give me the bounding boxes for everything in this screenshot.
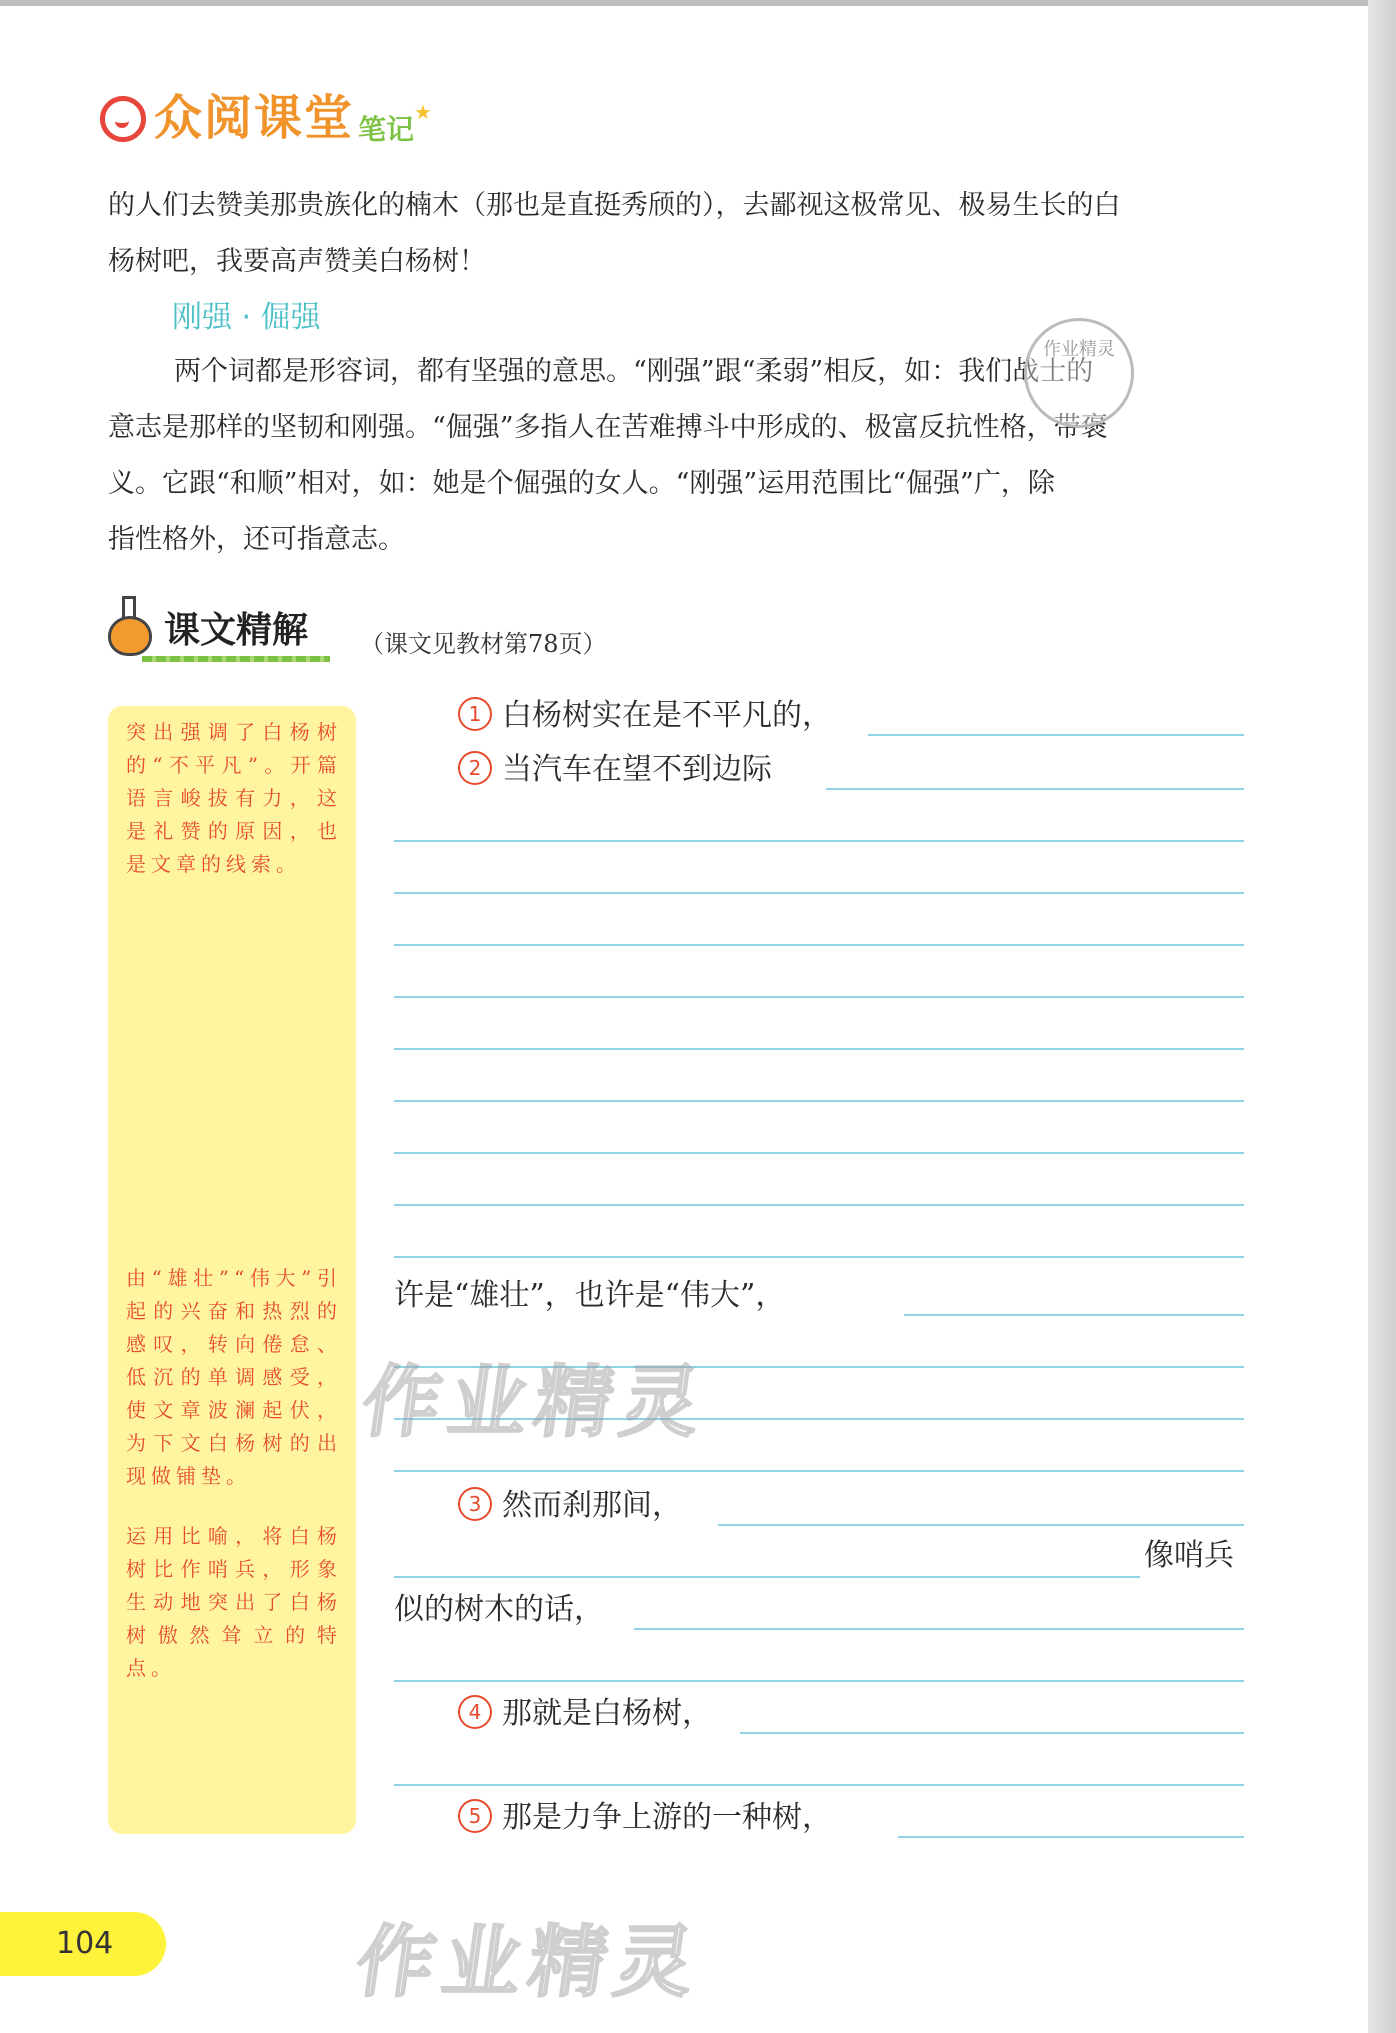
answer-line[interactable]: [740, 1732, 1244, 1734]
number-badge: 4: [458, 1695, 492, 1729]
number-badge: 2: [458, 751, 492, 785]
vocab-line-2: 意志是那样的坚韧和刚强。“倔强”多指人在苦难搏斗中形成的、极富反抗性格，带褒: [108, 412, 1108, 443]
question-2-continued: 许是“雄壮”，也许是“伟大”，: [394, 1278, 786, 1313]
question-1: 1 白杨树实在是不平凡的，: [458, 696, 832, 736]
answer-line[interactable]: [394, 996, 1244, 998]
number-badge: 5: [458, 1799, 492, 1833]
watermark-text: 作业精灵: [350, 1918, 708, 2008]
answer-line[interactable]: [634, 1628, 1244, 1630]
smile-logo-icon: [100, 96, 146, 142]
page-edge-shadow: [1368, 0, 1396, 2033]
answer-line[interactable]: [394, 1256, 1244, 1258]
answer-line[interactable]: [904, 1314, 1244, 1316]
star-icon: ★: [414, 100, 432, 124]
logo-main-text: [154, 88, 354, 148]
answer-line[interactable]: [718, 1524, 1244, 1526]
vocab-line-4: 指性格外，还可指意志。: [108, 524, 405, 555]
question-3-end: 似的树木的话，: [394, 1592, 604, 1627]
number-badge: 3: [458, 1487, 492, 1521]
answer-line[interactable]: [394, 1204, 1244, 1206]
intro-line-1: 的人们去赞美那贵族化的楠木（那也是直挺秀颀的），去鄙视这极常见、极易生长的白: [108, 190, 1121, 221]
answer-line[interactable]: [394, 1576, 1140, 1578]
section-title-text: 课文精解: [164, 610, 309, 651]
title-underline: [142, 656, 330, 662]
answer-line[interactable]: [868, 734, 1244, 736]
question-5: 5 那是力争上游的一种树，: [458, 1798, 832, 1838]
intro-line-2: 杨树吧，我要高声赞美白杨树！: [108, 246, 486, 277]
answer-line[interactable]: [394, 892, 1244, 894]
sidenote-2: 由“雄壮”“伟大”引起的兴奋和热烈的感叹，转向倦怠、低沉的单调感受，使文章波澜起伏，为下文白杨树的出现做铺垫。: [126, 1266, 342, 1488]
vocab-heading: 刚强 · 倔强: [172, 300, 321, 335]
answer-line[interactable]: [394, 1680, 1244, 1682]
answer-line[interactable]: [394, 944, 1244, 946]
answer-line[interactable]: [898, 1836, 1244, 1838]
watermark-text: 作业精灵: [356, 1358, 714, 1448]
question-4: 4 那就是白杨树，: [458, 1694, 712, 1734]
answer-line[interactable]: [394, 1048, 1244, 1050]
question-3-continued: 像哨兵: [1144, 1538, 1234, 1573]
page-number: 104: [56, 1926, 114, 1961]
logo-main: 众阅课堂: [154, 90, 355, 146]
flask-icon: [108, 596, 154, 656]
answer-line[interactable]: [394, 1152, 1244, 1154]
logo-sub-text: 笔记: [358, 113, 415, 146]
sidenote-1: 突出强调了白杨树的“不平凡”。开篇语言峻拔有力，这是礼赞的原因，也是文章的线索。: [126, 720, 342, 876]
section-note: （课文见教材第78页）: [360, 630, 607, 658]
section-title: [108, 596, 308, 656]
question-2: 2 当汽车在望不到边际: [458, 750, 772, 790]
sidenote-3: 运用比喻，将白杨树比作哨兵，形象生动地突出了白杨树傲然耸立的特点。: [126, 1524, 342, 1680]
answer-line[interactable]: [826, 788, 1244, 790]
answer-line[interactable]: [394, 840, 1244, 842]
brand-logo: [100, 88, 432, 148]
watermark-stamp: 作业精灵: [1024, 318, 1134, 428]
answer-line[interactable]: [394, 1100, 1244, 1102]
answer-line[interactable]: [394, 1470, 1244, 1472]
vocab-line-1: 两个词都是形容词，都有坚强的意思。“刚强”跟“柔弱”相反，如：我们战士的: [174, 356, 1094, 387]
vocab-line-3: 义。它跟“和顺”相对，如：她是个倔强的女人。“刚强”运用范围比“倔强”广，除: [108, 468, 1055, 499]
answer-line[interactable]: [394, 1784, 1244, 1786]
question-3: 3 然而刹那间，: [458, 1486, 682, 1526]
number-badge: 1: [458, 697, 492, 731]
top-edge: [0, 0, 1372, 6]
